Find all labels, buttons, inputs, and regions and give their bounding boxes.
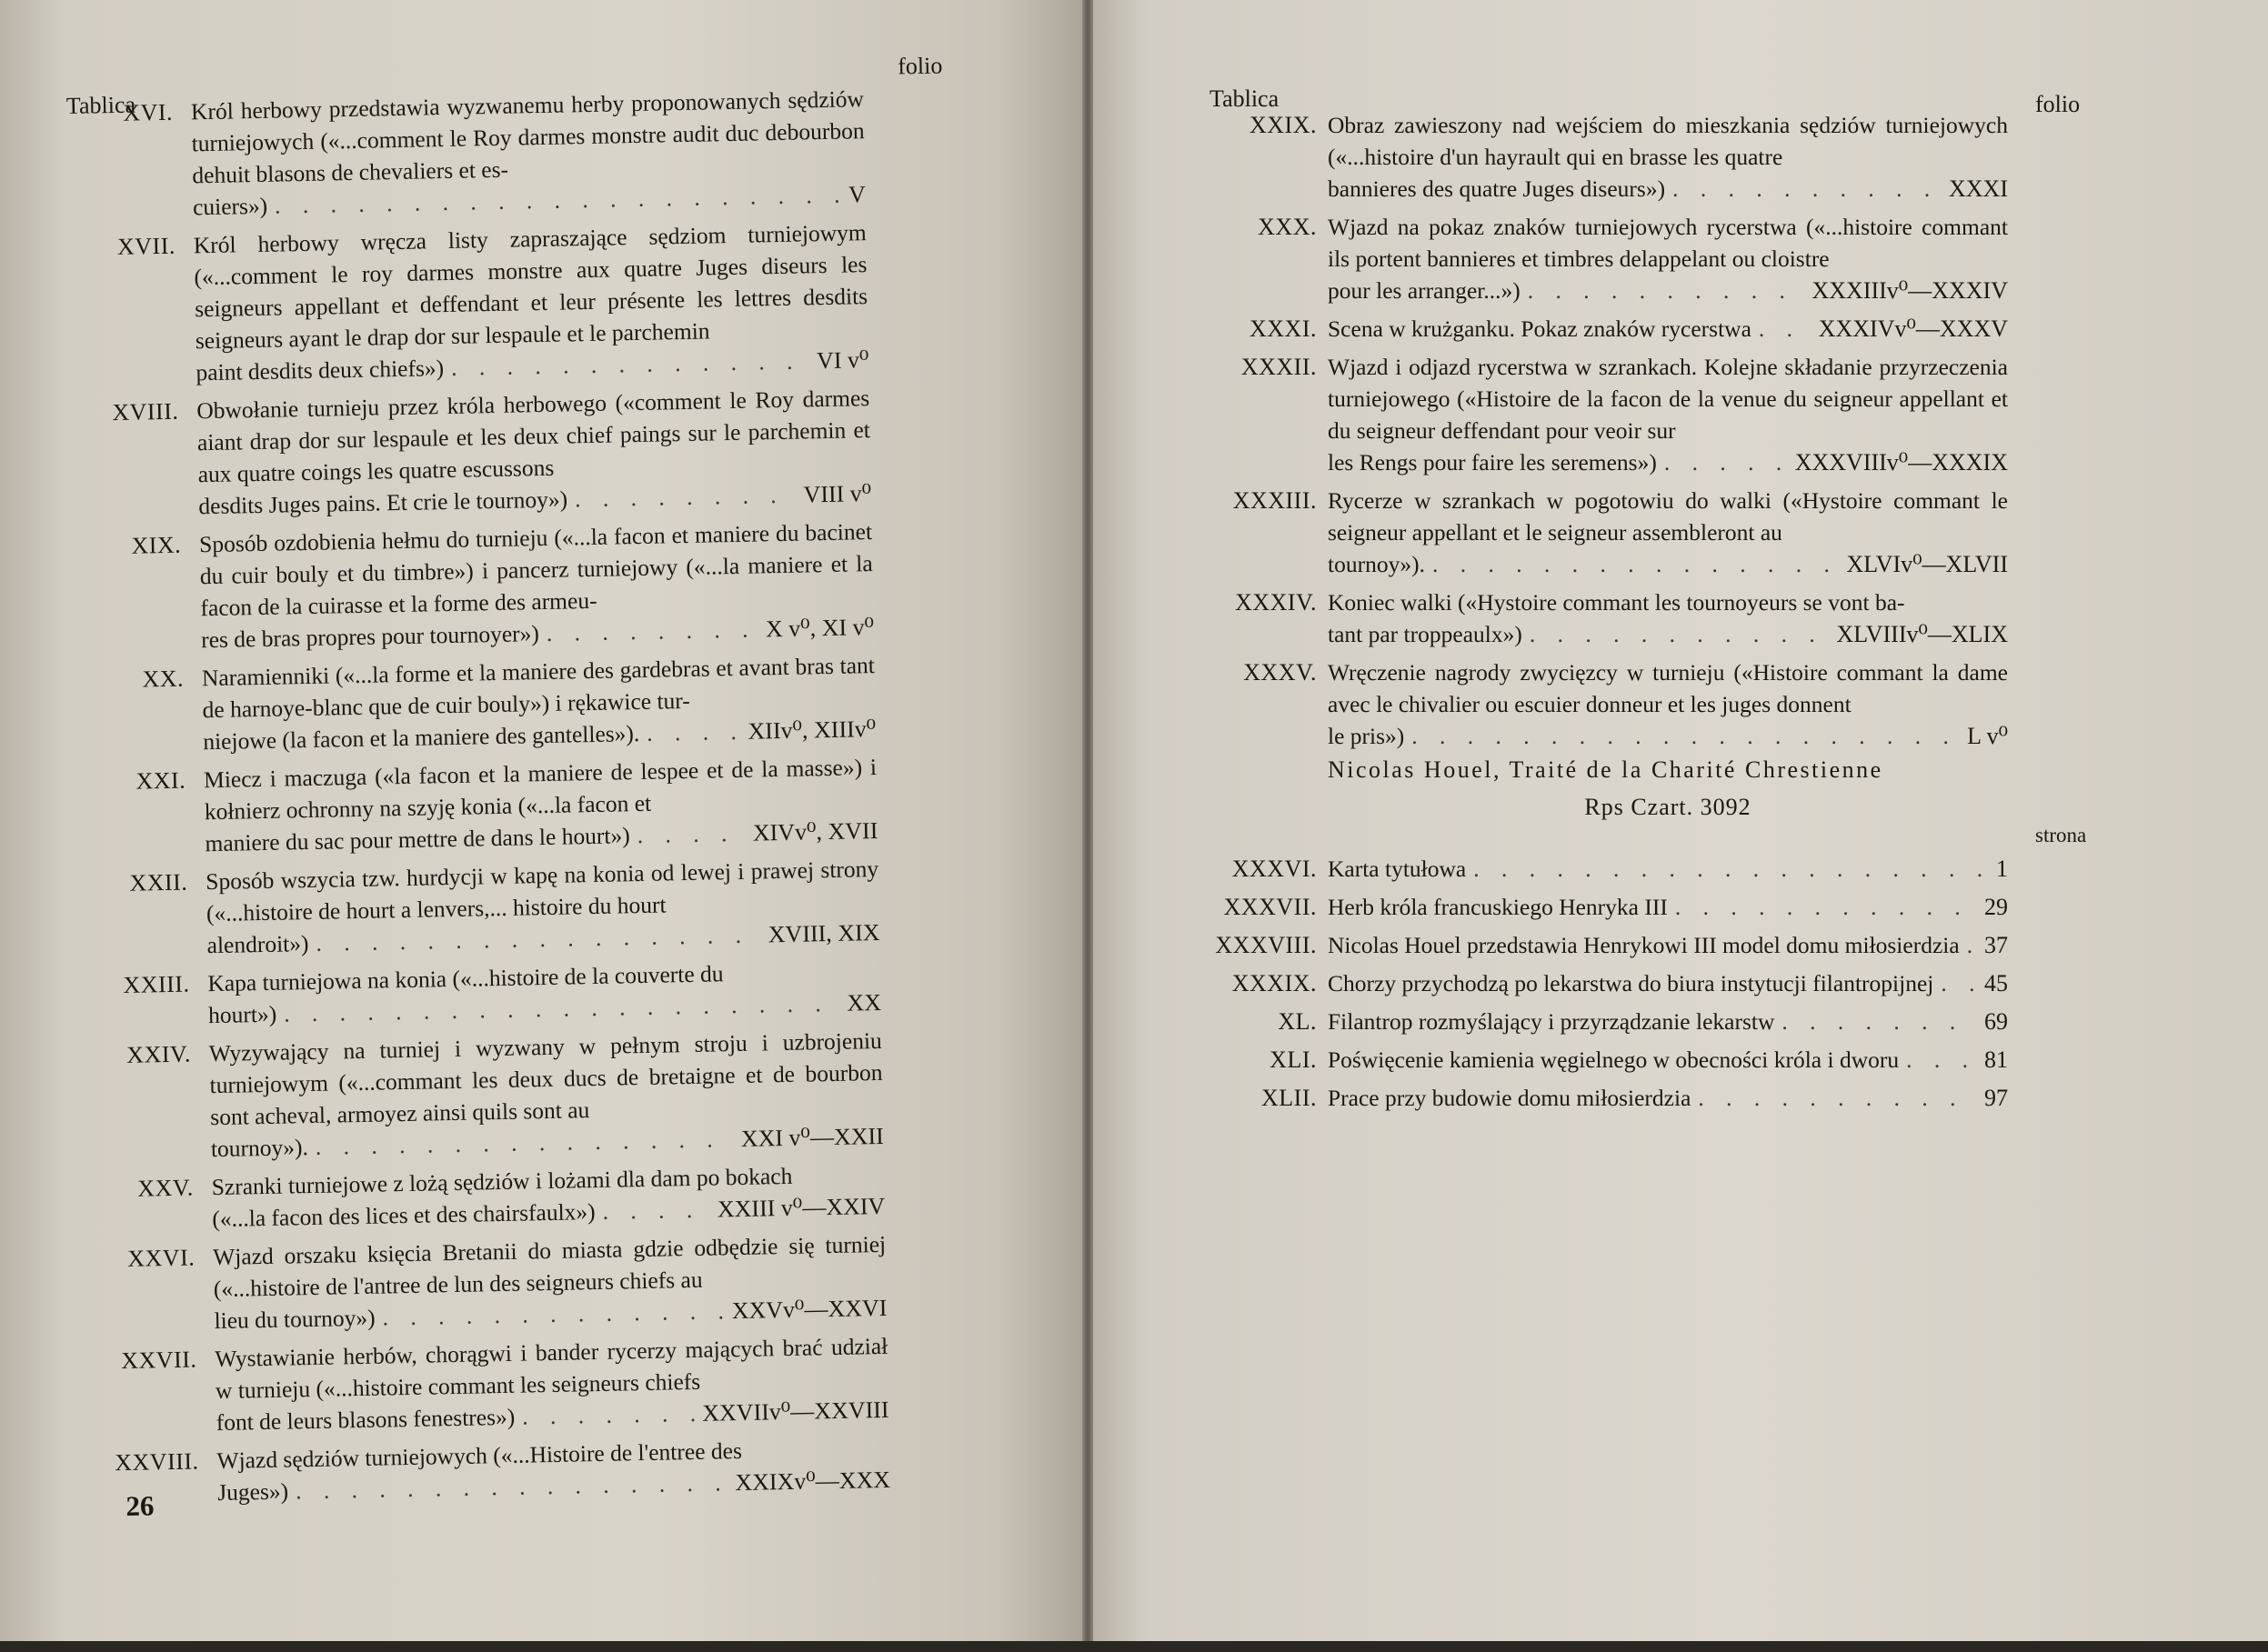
entry-text: Król herbowy przedstawia wyzwanemu herby proponowanych sędziów turniejowych («...comment le Roy darmes monstre audit duc debourbon dehuit blasons de chevaliers et es- [190,85,865,189]
left-folio-header: folio [897,52,943,80]
list-item [142,649,877,757]
list-item [1261,1082,2008,1114]
entry-text: Naramienniki («...la forme et la maniere des gardebras et avant bras tant de harnoye-blanc que de cuir bouly») i rękawice tur- [201,652,876,724]
plate-number: XVII. [116,232,176,260]
entry-description [202,649,877,757]
plate-number: XXX. [1258,214,1317,240]
entry-description [1328,656,2008,752]
list-item [136,1158,886,1235]
leader-dots [1432,548,1840,580]
page-number: 26 [125,1489,155,1522]
leader-dots [637,817,746,851]
folio-reference: XXVIIv⁰—XXVIII [701,1396,889,1427]
list-item [1269,1044,2008,1076]
leader-dots [1675,891,1977,923]
folio-reference: XLVIv⁰—XLVII [1846,551,2008,577]
folio-reference: 1 [1996,856,2008,882]
entry-last-text: Chorzy przychodzą po lekarstwa do biura instytucji filantropijnej [1328,970,1934,996]
folio-reference: 29 [1984,894,2008,920]
entry-text: Wjazd na pokaz znaków turniejowych rycerstwa («...histoire commant ils portent bannieres et timbres delappelant ou cloistre [1328,214,2008,272]
right-entry-list [1232,109,2008,758]
plate-number: XVIII. [112,397,179,426]
leader-dots [316,1123,735,1163]
entry-last-line [1328,313,2008,345]
folio-reference: XIIv⁰, XIIIv⁰ [748,716,877,745]
plate-number: XXII. [129,868,188,896]
entry-description [1328,586,2008,650]
section-subtitle: Rps Czart. 3092 [1584,794,1751,820]
entry-description [1328,351,2008,478]
entry-description [206,853,880,961]
entry-last-line [1328,1082,2008,1114]
entry-description [1328,853,2008,885]
plate-number: XXXVI. [1231,856,1317,882]
entry-last-text: le pris») [1328,723,1405,749]
plate-number: XXXVIII. [1215,932,1317,958]
entry-last-line [1328,1044,2008,1076]
leader-dots [382,1295,725,1333]
folio-reference: 69 [1984,1008,2008,1035]
list-item [1243,656,2008,752]
list-item [1240,351,2008,478]
leader-dots [1528,275,1805,306]
list-item [1223,891,2008,923]
entry-text: Sposób ozdobienia hełmu do turnieju («...la facon et maniere du bacinet du cuir bouly et du timbre») i pancerz turniejowy («...la maniere et la facon de la cuirasse et la forme des armeu- [198,518,873,622]
plate-number: XXVII. [120,1346,197,1375]
entry-text: Sposób wszycia tzw. hurdycji w kapę na konia od lewej i prawej strony («...histoire de hourt a lenvers,... histoire du hourt [205,855,879,927]
plate-number: XVI. [123,98,174,126]
right-tablica-header: Tablica [1209,85,1280,112]
entry-text: Obraz zawieszony nad wejściem do mieszkania sędziów turniejowych («...histoire d'un hayrault qui en brasse les quatre [1328,112,2008,170]
folio-reference: XXVv⁰—XXVI [731,1294,888,1325]
leader-dots [1530,618,1830,650]
entry-description [1328,109,2008,205]
folio-reference: XLVIIIv⁰—XLIX [1836,621,2008,647]
plate-number: XXXIII. [1232,487,1317,514]
entry-last-text: res de bras propres pour tournoyer») [200,620,540,654]
plate-number: XXXV. [1243,659,1317,686]
folio-reference: XXI v⁰—XXII [740,1122,885,1152]
entry-description [199,516,875,656]
entry-text: Wręczenie nagrody zwycięzcy w turnieju («Histoire commant la dame avec le chivalier ou escuier donneur et les juges donnent [1328,659,2008,717]
plate-number: XL. [1278,1008,1317,1035]
entry-description [1328,929,2008,961]
entry-last-line [1328,1006,2008,1037]
list-item [123,83,867,223]
entry-last-text: alendroit») [206,930,309,959]
leader-dots [1473,853,1989,885]
folio-reference: 81 [1984,1046,2008,1073]
plate-number: XXV. [136,1174,195,1202]
entry-text: Szranki turniejowe z lożą sędziów i lożami dla dam po bokach [211,1162,793,1201]
folio-reference: 97 [1984,1085,2008,1111]
leader-dots [575,479,797,516]
entry-text: Kapa turniejowa na konia («...histoire de la couverte du [207,960,724,997]
list-item [129,853,880,961]
plate-number: XXIV. [125,1040,192,1068]
entry-last-text: bannieres des quatre Juges diseurs») [1328,175,1666,202]
entry-last-line [1328,446,2008,478]
left-page-content [0,0,1102,1651]
list-item [1231,967,2008,999]
leader-dots [522,1397,696,1433]
entry-last-text: Prace przy budowie domu miłosierdzia [1328,1085,1691,1111]
plate-number: XXIII. [123,970,190,998]
entry-description [191,83,867,223]
leader-dots [1967,929,1977,961]
entry-description [209,1025,885,1165]
entry-last-text: tant par troppeaulx») [1328,621,1522,647]
entry-last-line [1328,891,2008,923]
entry-description [207,955,881,1031]
leader-dots [547,613,759,648]
plate-number: XXXVII. [1223,894,1317,920]
leader-dots [316,918,761,958]
strona-header: strona [2035,824,2087,846]
plate-number: XXXIV. [1235,589,1317,616]
folio-reference: XXXIIIv⁰—XXXIV [1811,277,2008,304]
plate-number: XXVI. [126,1244,196,1272]
entry-last-text: maniere du sac pour mettre de dans le hourt») [205,822,630,857]
list-item [135,751,878,859]
entry-text: Wjazd sędziów turniejowych («...Histoire de l'entree des [216,1437,743,1475]
plate-number: XIX. [131,531,182,559]
leader-dots [296,1467,728,1507]
folio-reference: XXXVIIIv⁰—XXXIX [1794,449,2008,476]
folio-reference: XIVv⁰, XVII [752,816,878,846]
entry-last-text: desdits Juges pains. Et crie le tournoy») [198,486,568,520]
entry-last-text: («...la facon des lices et des chairsfaulx») [212,1198,596,1233]
leader-dots [284,987,840,1030]
entry-description [1328,211,2008,306]
right-folio-header: folio [2035,91,2081,117]
entry-last-text: Karta tytułowa [1328,856,1467,882]
entry-description [1328,313,2008,345]
entry-last-text: lieu du tournoy») [214,1304,376,1335]
list-item [1215,929,2008,961]
folio-reference: XXIII v⁰—XXIV [717,1192,886,1223]
plate-number: XXXIX. [1231,970,1317,996]
entry-last-text: Filantrop rozmyślający i przyrządzanie lekarstw [1328,1008,1775,1035]
plate-number: XLI. [1269,1046,1317,1073]
plate-number: XXXII. [1240,354,1317,380]
entry-last-text: Herb króla francuskiego Henryka III [1328,894,1668,920]
entry-description [213,1228,888,1337]
entry-last-line [1328,173,2008,205]
plate-number: XLII. [1261,1085,1317,1111]
entry-text: Król herbowy wręcza listy zapraszające sędziom turniejowym («...comment le roy darmes monstre aux quatre Juges diseurs les seigneurs appellant et deffendant et leur présente les lettres desdits seigneurs ayant le drap dor sur lespaule et le parchemin [193,219,868,355]
entry-description [215,1330,889,1438]
leader-dots [1411,720,1960,752]
plate-number: XXIX. [1249,112,1317,138]
list-item [1249,109,2008,205]
entry-last-text: tournoy»). [1328,551,1425,577]
leader-dots [1759,313,1811,345]
folio-reference: 37 [1984,932,2008,958]
plate-number: XXI. [135,766,186,795]
folio-reference: 45 [1984,970,2008,996]
entry-last-text: font de leurs blasons fenestres») [216,1403,516,1437]
entry-description [216,1432,890,1508]
entry-text: Wjazd orszaku księcia Bretanii do miasta gdzie odbędzie się turniej («...histoire de l'antree de lun des seigneurs chiefs au [212,1230,887,1303]
entry-text: Koniec walki («Hystoire commant les tournoyeurs se vont ba- [1328,589,1905,616]
entry-last-line [1328,967,2008,999]
entry-text: Miecz i maczuga («la facon et la maniere de lespee et de la masse») i kołnierz ochronny na szyję konia («...la facon et [203,754,878,826]
folio-reference: VI v⁰ [816,346,869,375]
entry-description [196,382,872,522]
list-item [131,516,875,656]
right-entry-list-2 [1215,853,2008,1120]
folio-reference: XX [847,988,882,1016]
entry-description [1328,1044,2008,1076]
leader-dots [602,1194,710,1227]
entry-last-text: niejowe (la facon et la maniere des gantelles»). [203,720,640,756]
section-title: Nicolas Houel, Traité de la Charité Chrestienne [1328,756,1883,783]
entry-text: Wystawianie herbów, chorągwi i bander rycerzy mających brać udział w turnieju («...histoire commant les seigneurs chiefs [215,1332,888,1405]
folio-reference: XXXIVv⁰—XXXV [1818,315,2008,342]
left-tablica-header: Tablica [65,91,136,119]
entry-text: Wyzywający na turniej i wyzwany w pełnym stroju i uzbrojeniu turniejowym («...commant les deux ducs de bretaigne et de bourbon sont acheval, armoyez ainsi quils sont au [208,1026,883,1131]
plate-number: XXXI. [1249,315,1317,342]
list-item [1231,853,2008,885]
folio-reference: XXXI [1949,175,2008,202]
entry-last-text: cuiers») [192,192,268,221]
folio-reference: XVIII, XIX [768,918,880,948]
list-item [120,1330,889,1438]
entry-description [1328,1082,2008,1114]
entry-last-text: paint desdits deux chiefs») [196,355,445,386]
list-item [1235,586,2008,650]
entry-description [193,216,868,388]
entry-last-text: Nicolas Houel przedstawia Henrykowi III model domu miłosierdzia [1328,932,1960,958]
list-item [112,382,872,522]
leader-dots [451,345,810,384]
entry-last-line [1328,929,2008,961]
entry-last-text: les Rengs pour faire les seremens») [1328,449,1657,476]
list-item [1258,211,2008,306]
entry-text: Wjazd i odjazd rycerstwa w szrankach. Kolejne składanie przyrzeczenia turniejowego («Histoire de la facon de la venue du seigneur appellant et du seigneur deffendant pour veoir sur [1328,354,2008,444]
entry-last-text: Poświęcenie kamienia węgielnego w obecności króla i dworu [1328,1046,1900,1073]
entry-last-text: Scena w krużganku. Pokaz znaków rycerstwa [1328,315,1751,342]
leader-dots [647,716,741,749]
leader-dots [1698,1082,1977,1114]
list-item [116,216,869,388]
leader-dots [1941,967,1977,999]
entry-last-text: pour les arranger...») [1328,277,1520,304]
folio-reference: X v⁰, XI v⁰ [765,614,875,643]
leader-dots [1781,1006,1977,1037]
entry-description [204,751,878,859]
plate-number: XXVIII. [114,1447,199,1477]
leader-dots [1664,446,1788,478]
list-item [1232,485,2008,580]
entry-last-line [1328,618,2008,650]
folio-reference: XXIXv⁰—XXX [735,1466,891,1497]
entry-description [1328,485,2008,580]
list-item [125,1025,885,1165]
entry-description [1328,891,2008,923]
entry-description [1328,967,2008,999]
list-item [1278,1006,2008,1037]
folio-reference: VIII v⁰ [803,480,872,508]
folio-reference: V [848,181,867,208]
plate-number: XX. [142,665,185,693]
leader-dots [1672,173,1942,205]
entry-last-line [1328,853,2008,885]
entry-text: Rycerze w szrankach w pogotowiu do walki («Hystoire commant le seigneur appellant et le seigneur assembleront au [1328,487,2008,546]
entry-last-line [1328,720,2008,752]
leader-dots [1906,1044,1977,1076]
entry-last-text: Juges») [216,1477,289,1507]
entry-last-line [1328,275,2008,306]
entry-last-text: hourt») [207,1000,277,1029]
entry-description [1328,1006,2008,1037]
list-item [126,1228,888,1337]
folio-reference: L v⁰ [1967,723,2008,749]
list-item [123,955,882,1031]
entry-last-line [1328,548,2008,580]
entry-text: Obwołanie turnieju przez króla herbowego («comment le Roy darmes aiant drap dor sur lespaule et les deux chief paings sur le parchemin et aux quatre coings les quatre escussons [196,385,871,488]
entry-last-text: tournoy»). [210,1134,309,1163]
list-item [1249,313,2008,345]
entry-description [211,1158,885,1235]
